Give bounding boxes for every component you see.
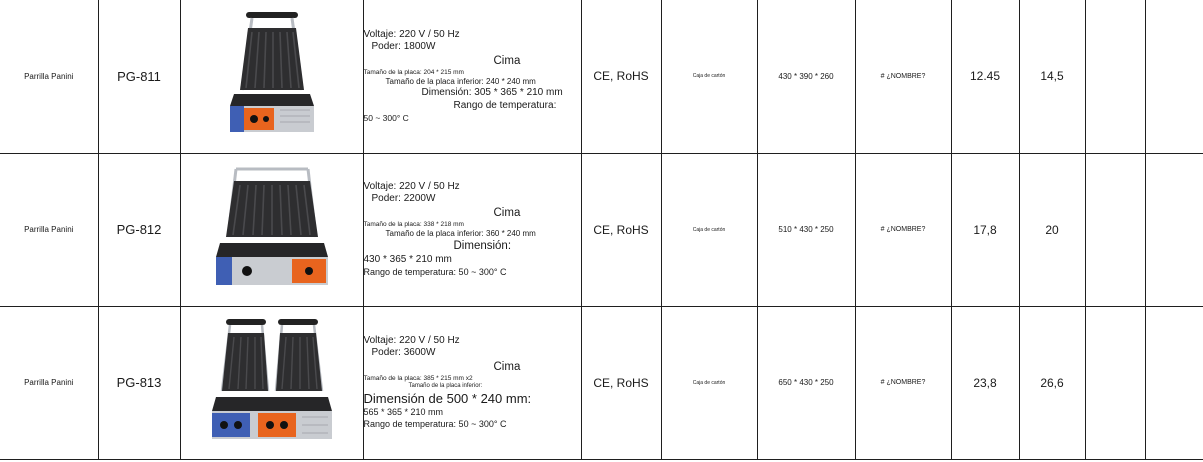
- spec-dimension-value: 430 * 365 * 210 mm: [363, 254, 452, 266]
- spec-plate-size: Tamaño de la placa: 338 * 218 mm: [363, 220, 464, 228]
- spec-dimension: Dimensión:: [453, 240, 512, 253]
- spec-temp-range: Rango de temperatura: 50 ~ 300° C: [363, 266, 507, 277]
- spec-top: Cima: [493, 361, 521, 374]
- spec-power: Poder: 1800W: [371, 41, 436, 53]
- box-size: 430 * 390 * 260: [757, 0, 855, 153]
- spec-top: Cima: [493, 207, 521, 220]
- table-row: [0, 306, 1203, 459]
- spec-power: Poder: 3600W: [371, 347, 436, 359]
- empty-cell: [1145, 153, 1203, 306]
- empty-cell: [1085, 306, 1145, 459]
- box-size: 510 * 430 * 250: [757, 153, 855, 306]
- double-panini-grill-icon: [210, 317, 334, 443]
- empty-cell: [1085, 153, 1145, 306]
- package-type: Caja de cartón: [661, 153, 757, 306]
- product-image-cell: [180, 306, 363, 459]
- certification: CE, RoHS: [581, 153, 661, 306]
- net-weight: 23,8: [951, 306, 1019, 459]
- error-cell: # ¿NOMBRE?: [855, 153, 951, 306]
- spec-plate-size: Tamaño de la placa: 385 * 215 mm x2: [363, 374, 473, 382]
- gross-weight: 26,6: [1019, 306, 1085, 459]
- net-weight: 17,8: [951, 153, 1019, 306]
- spec-plate-size: Tamaño de la placa: 204 * 215 mm: [363, 68, 464, 76]
- spec-cell: [363, 153, 581, 306]
- spec-voltage: Voltaje: 220 V / 50 Hz: [363, 180, 460, 192]
- spec-temp-range: 50 ~ 300° C: [363, 113, 409, 124]
- package-type: Caja de cartón: [661, 306, 757, 459]
- product-name: Parrilla Panini: [0, 306, 98, 459]
- table-row: [0, 153, 1203, 306]
- spec-temp-range: Rango de temperatura: 50 ~ 300° C: [363, 418, 507, 429]
- large-panini-grill-icon: [214, 165, 330, 289]
- spec-lower-plate: Tamaño de la placa inferior: 240 * 240 mm: [385, 77, 536, 87]
- model-code: PG-813: [98, 306, 180, 459]
- spec-voltage: Voltaje: 220 V / 50 Hz: [363, 28, 460, 40]
- spec-cell: [363, 0, 581, 153]
- product-name: Parrilla Panini: [0, 153, 98, 306]
- package-type: Caja de cartón: [661, 0, 757, 153]
- spec-dimension-value: 565 * 365 * 210 mm: [363, 407, 444, 418]
- spec-power: Poder: 2200W: [371, 193, 436, 205]
- gross-weight: 20: [1019, 153, 1085, 306]
- product-image-cell: [180, 153, 363, 306]
- product-name: Parrilla Panini: [0, 0, 98, 153]
- product-image-cell: [180, 0, 363, 153]
- gross-weight: 14,5: [1019, 0, 1085, 153]
- single-panini-grill-icon: [222, 10, 322, 138]
- certification: CE, RoHS: [581, 0, 661, 153]
- box-size: 650 * 430 * 250: [757, 306, 855, 459]
- table-row: [0, 0, 1203, 153]
- spec-lower-plate: Tamaño de la placa inferior:: [408, 383, 483, 390]
- spec-temp-label: Rango de temperatura:: [453, 100, 557, 112]
- error-cell: # ¿NOMBRE?: [855, 0, 951, 153]
- spec-lower-plate: Tamaño de la placa inferior: 360 * 240 mm: [385, 229, 536, 239]
- spec-cell: [363, 306, 581, 459]
- spec-voltage: Voltaje: 220 V / 50 Hz: [363, 334, 460, 346]
- spec-top: Cima: [493, 55, 521, 68]
- spec-dimension: Dimensión: 305 * 365 * 210 mm: [421, 87, 563, 99]
- empty-cell: [1145, 0, 1203, 153]
- model-code: PG-812: [98, 153, 180, 306]
- certification: CE, RoHS: [581, 306, 661, 459]
- spec-dimension: Dimensión de 500 * 240 mm:: [363, 390, 532, 406]
- error-cell: # ¿NOMBRE?: [855, 306, 951, 459]
- net-weight: 12.45: [951, 0, 1019, 153]
- empty-cell: [1085, 0, 1145, 153]
- empty-cell: [1145, 306, 1203, 459]
- model-code: PG-811: [98, 0, 180, 153]
